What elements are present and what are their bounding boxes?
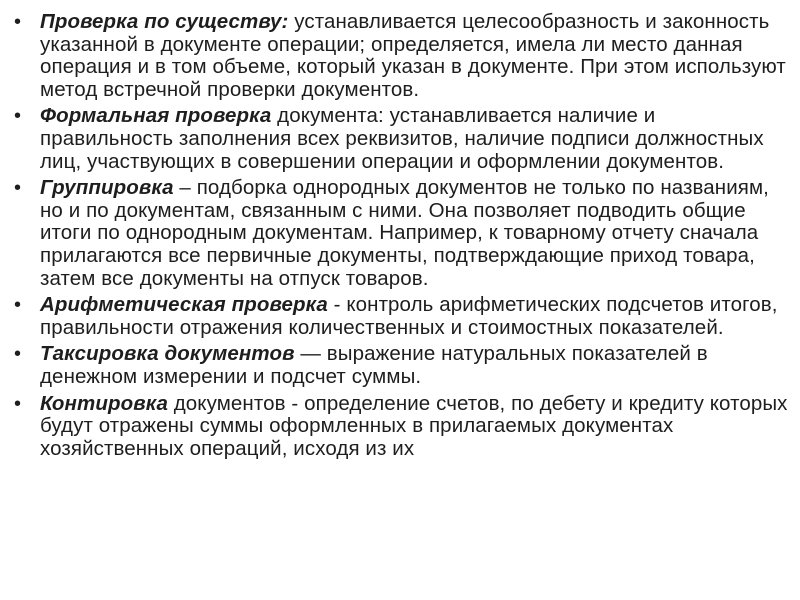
bullet-icon: • [14,105,22,128]
bullet-icon: • [14,11,22,33]
item-description: документа: устанавливается наличие и правильность заполнения всех реквизитов, наличие подписи должностных лиц, участвующих в совершении операции и оформлении документов. [40,104,764,173]
item-description: – подборка однородных документов не только по названиям, но и по документам, связанным с ними. Она позволяет подводить общие итоги по однородным документам. Например, к товарному отчету сначала прилагаются все первичные документы, подтверждающие приход товара, затем все документы на отпуск товаров. [40,176,769,290]
item-description: - контроль арифметических подсчетов итогов, правильности отражения количественных и стоимостных показателей. [40,293,778,339]
list-item-substantive-check [14,11,792,101]
bullet-icon: • [14,177,22,200]
item-term: Арифметическая проверка [40,293,328,317]
definition-list [14,11,792,464]
bullet-icon: • [14,392,22,415]
list-item-formal-check [14,105,792,173]
item-term: Группировка [40,176,174,200]
item-term: Контировка [40,391,168,415]
bullet-icon: • [14,294,22,317]
item-description: документов - определение счетов, по дебету и кредиту которых будут отражены суммы оформленных в прилагаемых документах хозяйственных операций, исходя из их [40,391,788,460]
item-term: Таксировка документов [40,342,295,366]
item-term: Формальная проверка [40,104,272,128]
list-item-account-assignment [14,393,792,461]
list-item-grouping [14,177,792,290]
item-description: — выражение натуральных показателей в денежном измерении и подсчет суммы. [40,342,708,388]
list-item-taxation [14,343,792,388]
list-item-arithmetic-check [14,294,792,339]
bullet-icon: • [14,343,22,366]
item-term: Проверка по существу: [40,10,289,33]
item-description: устанавливается целесообразность и законность указанной в документе операции; определяется, имела ли место данная операция и в том объеме, который указан в документе. При этом используют метод встречной проверки документов. [40,10,786,101]
